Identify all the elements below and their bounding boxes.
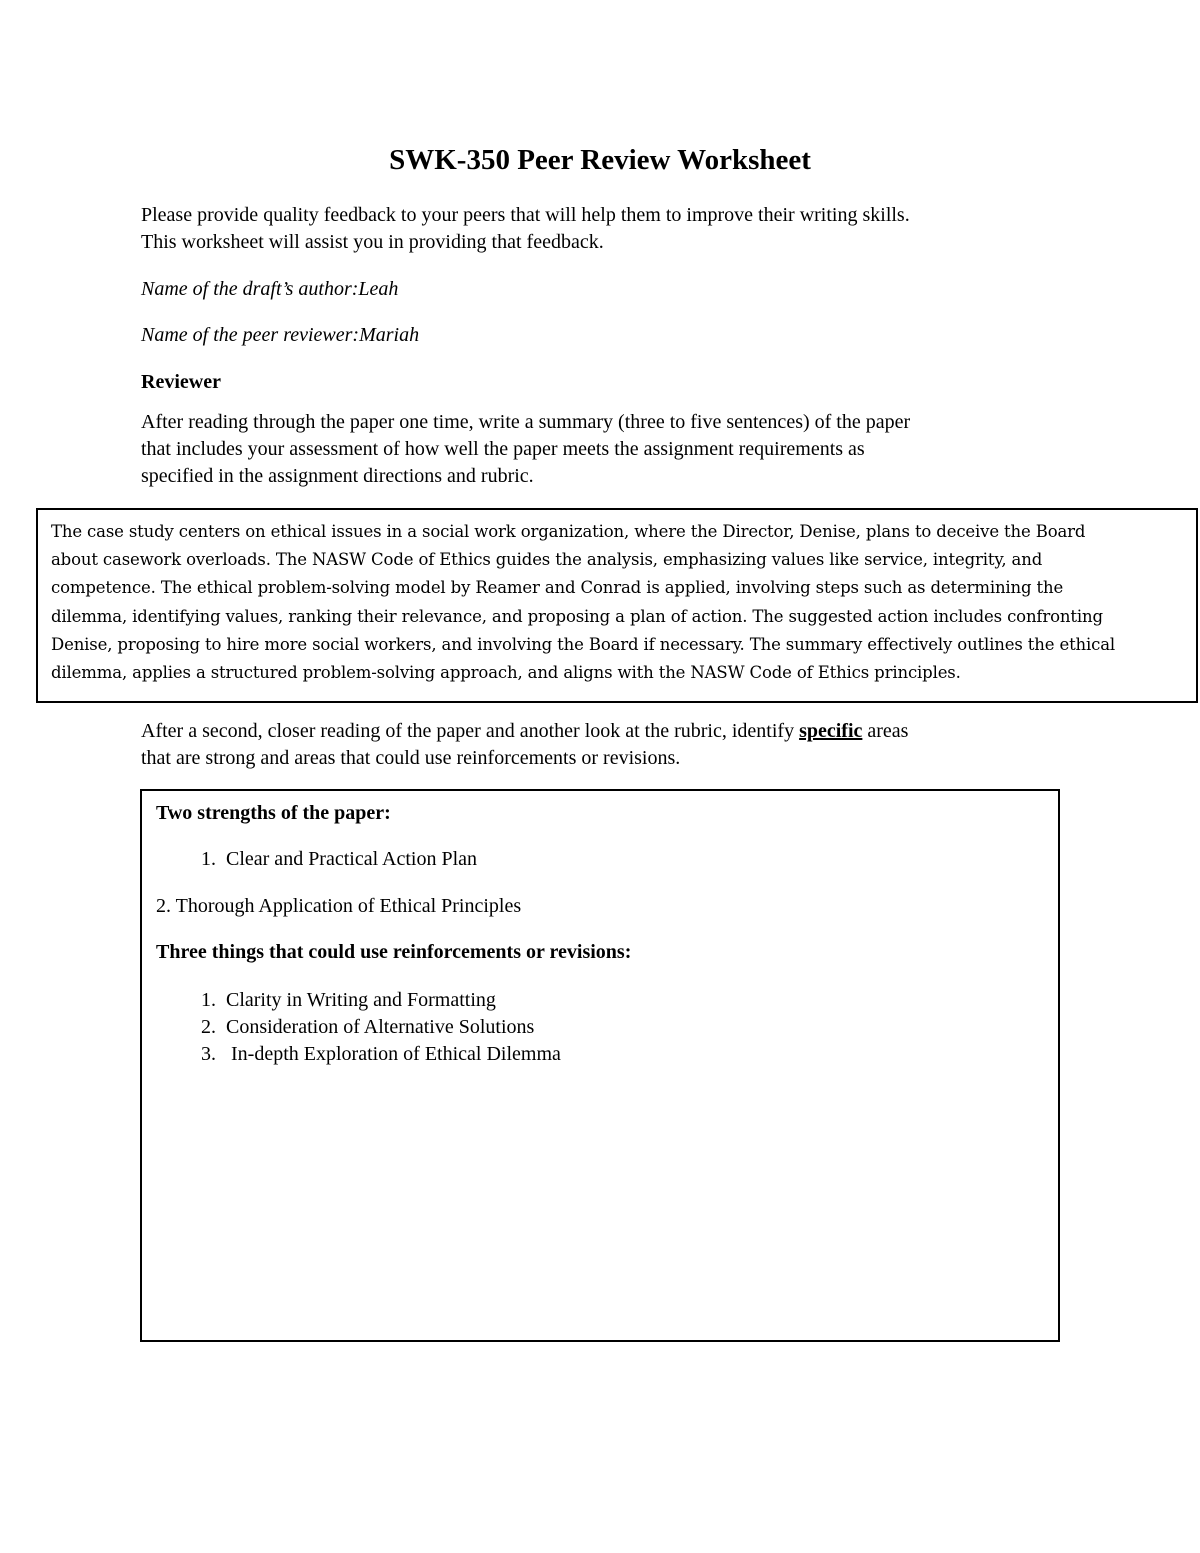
author-label: Name of the draft’s author: — [141, 278, 359, 300]
strengths-heading: Two strengths of the paper: — [156, 802, 391, 824]
instruction-line: that includes your assessment of how well the paper meets the assignment requirements as — [141, 438, 865, 460]
instruction-line: specified in the assignment directions and rubric. — [141, 465, 534, 487]
summary-line: competence. The ethical problem-solving model by Reamer and Conrad is applied, involving steps such as determining the — [51, 578, 1064, 598]
instruction-text: After a second, closer reading of the paper and another look at the rubric, identify — [141, 720, 800, 742]
intro-line: Please provide quality feedback to your peers that will help them to improve their writing skills. — [141, 204, 910, 226]
reviewer-name-line — [141, 322, 1071, 349]
summary-box[interactable] — [36, 508, 1198, 703]
revision-item: Clarity in Writing and Formatting — [226, 989, 496, 1011]
intro-line: This worksheet will assist you in providing that feedback. — [141, 231, 604, 253]
author-name-line — [141, 276, 1071, 303]
strength-item: 2. Thorough Application of Ethical Principles — [156, 895, 522, 917]
page-title: SWK-350 Peer Review Worksheet — [389, 144, 811, 176]
instruction-text: areas — [862, 720, 909, 742]
revision-item: Consideration of Alternative Solutions — [226, 1016, 535, 1038]
instruction-line — [141, 718, 1071, 745]
author-value: Leah — [358, 278, 399, 300]
revision-number: 2. — [201, 1016, 216, 1038]
reviewer-label: Name of the peer reviewer: — [141, 324, 360, 346]
instruction-line: that are strong and areas that could use reinforcements or revisions. — [141, 747, 681, 769]
summary-line: dilemma, identifying values, ranking their relevance, and proposing a plan of action. The suggested action includes confronting — [51, 606, 1103, 626]
strength-number: 1. — [201, 848, 216, 870]
intro-paragraph — [141, 202, 1071, 256]
summary-line: dilemma, applies a structured problem-solving approach, and aligns with the NASW Code of Ethics principles. — [51, 663, 961, 683]
reviewer-heading: Reviewer — [141, 371, 221, 393]
revisions-heading: Three things that could use reinforcements or revisions: — [156, 941, 632, 963]
summary-line: The case study centers on ethical issues in a social work organization, where the Director, Denise, plans to deceive the Board — [51, 522, 1086, 541]
revision-number: 1. — [201, 989, 216, 1011]
second-reading-instructions — [141, 718, 1071, 772]
emphasis-specific: specific — [799, 720, 863, 742]
revision-item: In-depth Exploration of Ethical Dilemma — [226, 1043, 561, 1065]
feedback-box[interactable] — [140, 789, 1060, 1342]
revision-number: 3. — [201, 1043, 216, 1065]
summary-line: Denise, proposing to hire more social workers, and involving the Board if necessary. The summary effectively outlines the ethical — [51, 634, 1116, 654]
summary-line: about casework overloads. The NASW Code of Ethics guides the analysis, emphasizing values like service, integrity, and — [51, 550, 1043, 570]
strength-item: Clear and Practical Action Plan — [226, 848, 478, 870]
instruction-line: After reading through the paper one time, write a summary (three to five sentences) of the paper — [141, 411, 911, 433]
reviewer-value: Mariah — [359, 324, 420, 346]
summary-instructions — [141, 409, 1071, 490]
